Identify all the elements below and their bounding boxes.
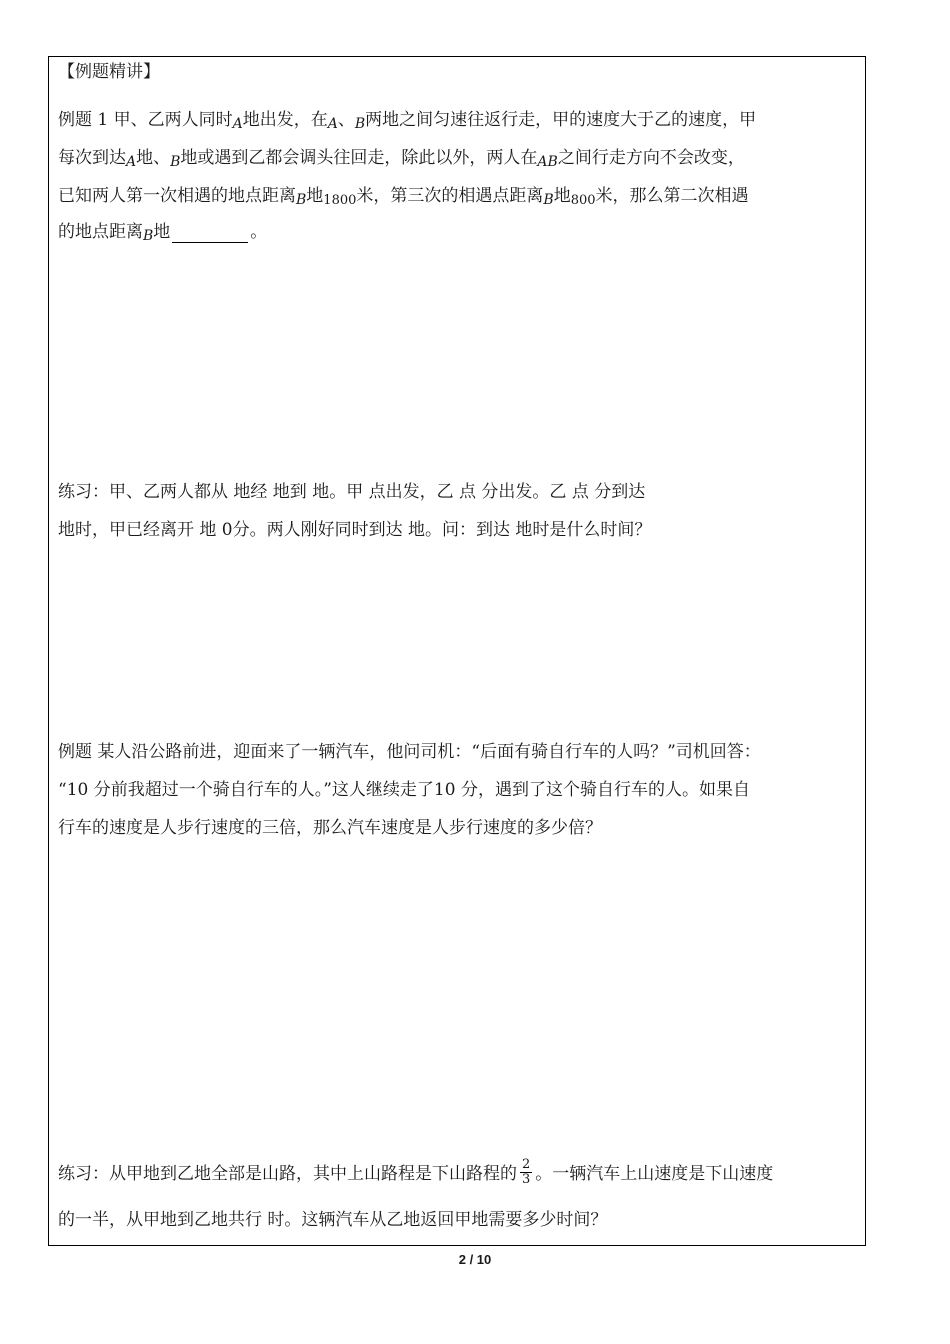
section-title: 【例题精讲】 <box>58 62 160 82</box>
practice2-line1: 练习：从甲地到乙地全部是山路，其中上山路程是下山路程的 $\frac{2}{3}$ 。一辆汽车上山速度是下山速度 <box>58 1157 774 1187</box>
example2-line1: 例题 某人沿公路前进，迎面来了一辆汽车，他问司机：“后面有骑自行车的人吗？”司机回答： <box>58 742 761 762</box>
answer-blank[interactable] <box>172 226 248 243</box>
example1-line3: 已知两人第一次相遇的地点距离B地1800米，第三次的相遇点距离B地800米，那么第二次相遇 <box>58 186 749 208</box>
fraction: $\frac{2}{3}$ <box>522 1157 531 1187</box>
example1-line4: 的地点距离B地 。 <box>58 222 268 244</box>
practice2-line2: 的一半，从甲地到乙地共行 时。这辆汽车从乙地返回甲地需要多少时间？ <box>58 1210 608 1230</box>
practice1-line2: 地时，甲已经离开 地 0分。两人刚好同时到达 地。问：到达 地时是什么时间？ <box>58 520 652 540</box>
example1-line2: 每次到达A地、B地或遇到乙都会调头往回走，除此以外，两人在AB之间行走方向不会改变， <box>58 148 745 170</box>
practice1-line1: 练习：甲、乙两人都从 地经 地到 地。甲 点出发，乙 点 分出发。乙 点 分到达 <box>58 482 646 502</box>
example2-line2: “10 分前我超过一个骑自行车的人。”这人继续走了10 分，遇到了这个骑自行车的人。如果自 <box>58 780 750 800</box>
page-number: 2 / 10 <box>458 1252 492 1267</box>
example2-line3: 行车的速度是人步行速度的三倍，那么汽车速度是人步行速度的多少倍？ <box>58 818 602 838</box>
example1-line1: 例题 1 甲、乙两人同时A地出发，在A、B两地之间匀速往返行走，甲的速度大于乙的速度，甲 <box>58 110 757 132</box>
